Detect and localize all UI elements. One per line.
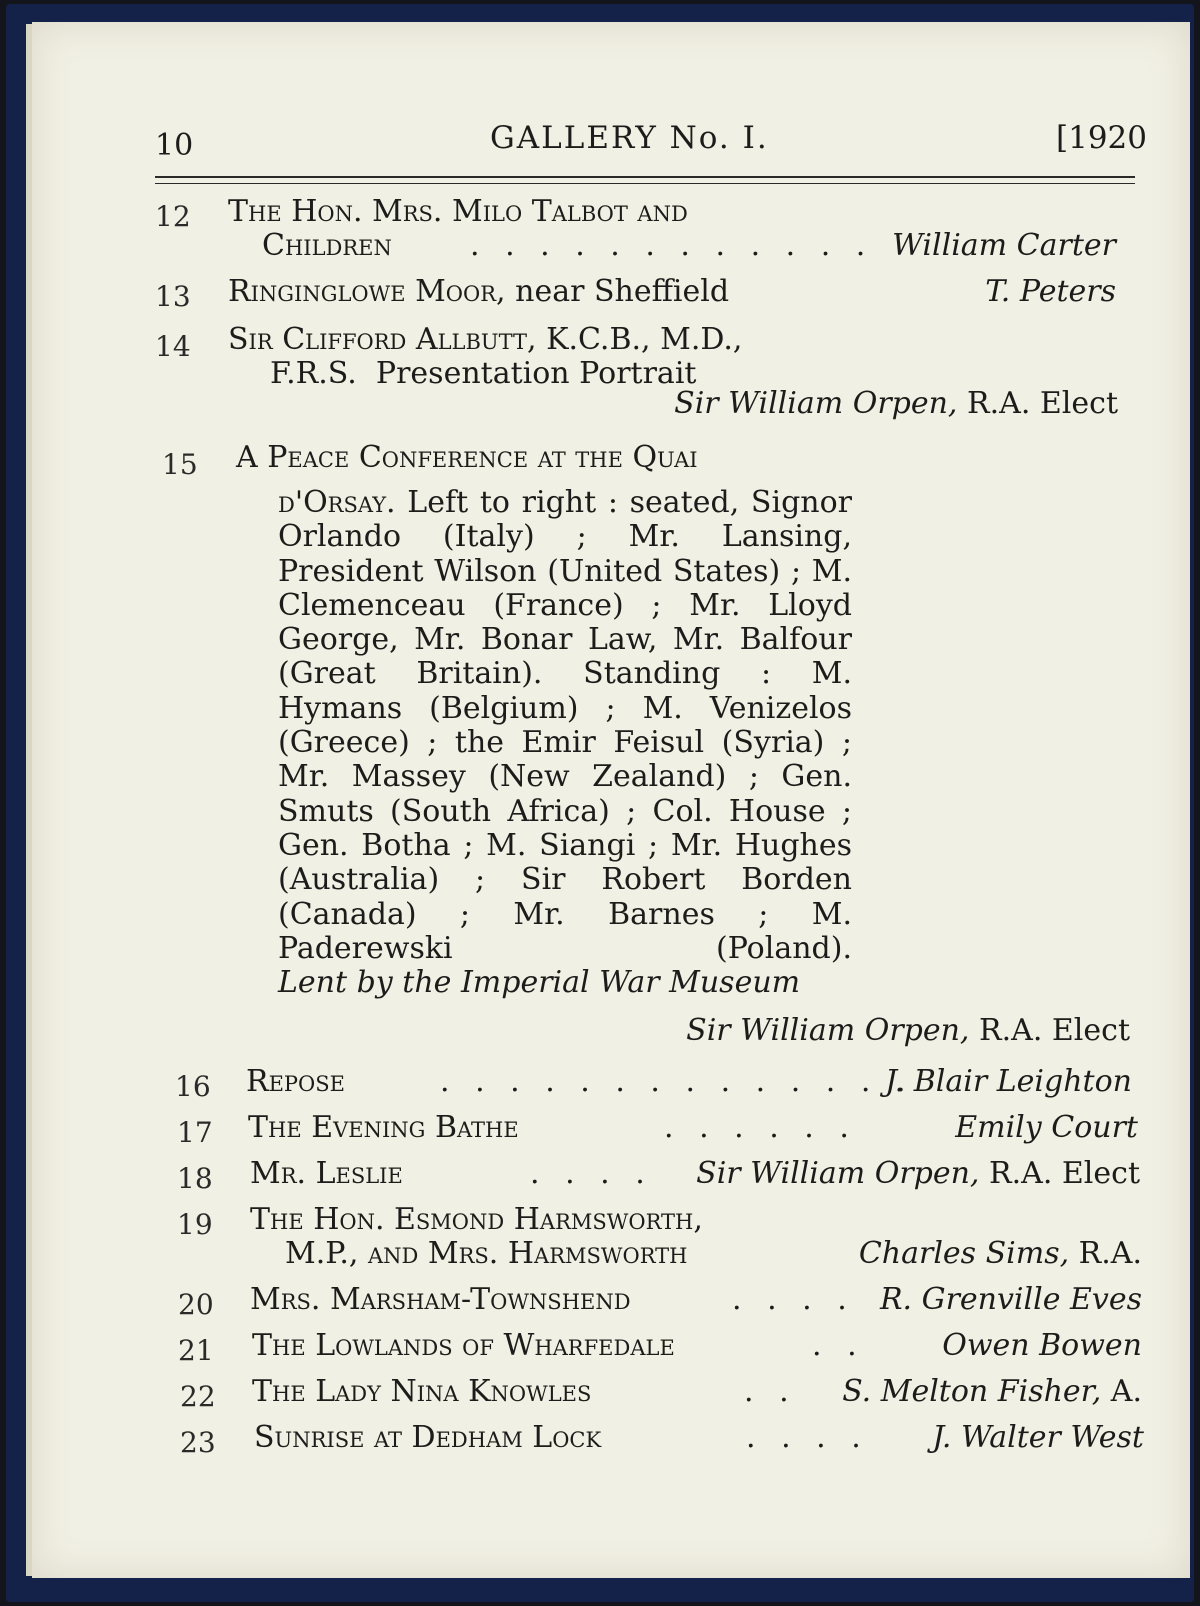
- entry-number: 13: [155, 280, 191, 313]
- dot-leader: . . . .: [732, 1282, 855, 1317]
- entry-artist: Owen Bowen: [942, 1328, 1142, 1363]
- entry-artist: William Carter: [892, 228, 1116, 263]
- entry-number: 14: [155, 330, 191, 363]
- dot-leader: . .: [812, 1328, 865, 1363]
- entry-number: 19: [177, 1208, 213, 1241]
- dot-leader: . . . .: [746, 1420, 869, 1455]
- entry-artist: Charles Sims, R.A.: [858, 1236, 1142, 1271]
- entry-artist: J. Blair Leighton: [884, 1064, 1132, 1099]
- entry-description: d'Orsay. Left to right : seated, Signor Orlando (Italy) ; Mr. Lansing, President Wilson (United States) ; M. Clemenceau (France) ; Mr. Lloyd George, Mr. Bonar Law, Mr. Balfour (Great Britain). Standing : M. Hymans (Belgium) ; M. Venizelos (Greece) ; the Emir Feisul (Syria) ; Mr. Massey (New Zealand) ; Gen. Smuts (South Africa) ; Col. House ; Gen. Botha ; M. Siangi ; Mr. Hughes (Australia) ; Sir Robert Borden (Canada) ; Mr. Barnes ; M. Paderewski (Poland). Lent by the Imperial War Museum: [278, 485, 852, 1001]
- entry-title-cont: Children: [262, 228, 392, 263]
- entry-number: 16: [175, 1070, 211, 1103]
- entry-title: Mr. Leslie: [250, 1156, 403, 1191]
- entry-number: 17: [177, 1116, 213, 1149]
- entry-title: The Hon. Mrs. Milo Talbot and: [228, 194, 688, 229]
- entry-title: Sir Clifford Allbutt, K.C.B., M.D.,: [228, 322, 743, 357]
- entry-number: 12: [155, 200, 191, 233]
- page-number: 10: [155, 128, 194, 163]
- entry-artist: Sir William Orpen, R.A. Elect: [696, 1156, 1140, 1191]
- dot-leader: . . . . . .: [664, 1110, 857, 1145]
- entry-title: The Evening Bathe: [248, 1110, 519, 1145]
- entry-title: Repose: [246, 1064, 345, 1099]
- entry-artist: Sir William Orpen, R.A. Elect: [686, 1013, 1130, 1048]
- dot-leader: . . . . . . . . . . . . . .: [440, 1064, 914, 1099]
- entry-title-cont: M.P., and Mrs. Harmsworth: [285, 1236, 688, 1271]
- entry-number: 18: [177, 1162, 213, 1195]
- entry-artist: Sir William Orpen, R.A. Elect: [674, 386, 1118, 421]
- entry-title: A Peace Conference at the Quai: [236, 440, 698, 475]
- entry-number: 21: [178, 1334, 214, 1367]
- entry-number: 20: [178, 1288, 214, 1321]
- entry-number: 22: [180, 1380, 216, 1413]
- entry-artist: S. Melton Fisher, A.: [842, 1374, 1142, 1409]
- entry-artist: T. Peters: [985, 274, 1116, 309]
- header-rule: [155, 176, 1135, 178]
- entry-title: The Lady Nina Knowles: [252, 1374, 592, 1409]
- page-title: GALLERY No. I.: [490, 120, 769, 156]
- entry-artist: Emily Court: [955, 1110, 1138, 1145]
- entry-title: The Lowlands of Wharfedale: [252, 1328, 675, 1363]
- entry-number: 15: [162, 448, 198, 481]
- header-rule-thin: [155, 183, 1135, 184]
- dot-leader: . . . .: [530, 1156, 653, 1191]
- dot-leader: . .: [744, 1374, 797, 1409]
- entry-title-cont: F.R.S. Presentation Portrait: [270, 356, 697, 391]
- entry-title: Sunrise at Dedham Lock: [254, 1420, 602, 1455]
- dot-leader: . . . . . . . . . . . .: [470, 228, 874, 263]
- entry-artist: R. Grenville Eves: [879, 1282, 1142, 1317]
- entry-number: 23: [180, 1426, 216, 1459]
- entry-title: The Hon. Esmond Harmsworth,: [250, 1202, 703, 1237]
- entry-title: Mrs. Marsham-Townshend: [250, 1282, 631, 1317]
- entry-title: Ringinglowe Moor, near Sheffield: [228, 274, 730, 309]
- page-year: [1920: [1056, 120, 1147, 156]
- entry-artist: J. Walter West: [932, 1420, 1144, 1455]
